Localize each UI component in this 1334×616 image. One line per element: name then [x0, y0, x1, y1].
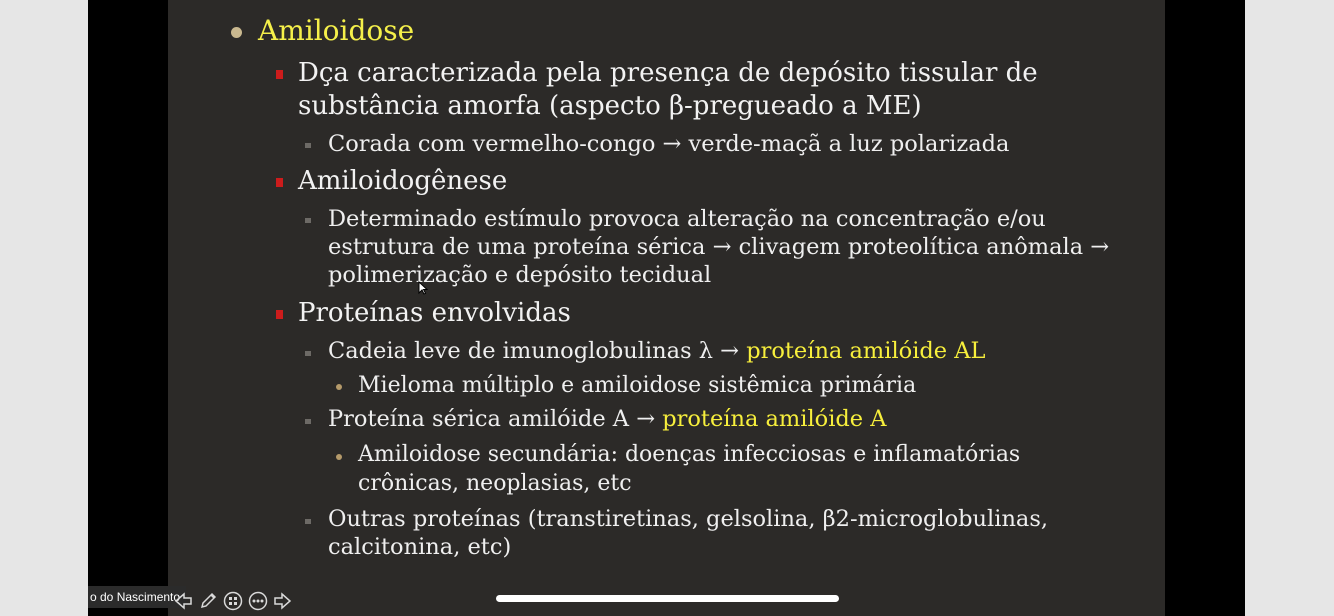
definition-line-1: Dça caracterizada pela presença de depósito tissular de	[298, 58, 1038, 88]
slides-grid-icon[interactable]	[222, 590, 244, 612]
bullet-dash-icon	[305, 218, 311, 223]
more-options-icon[interactable]	[247, 590, 269, 612]
proteins-title: Proteínas envolvidas	[298, 298, 571, 328]
presentation-slide	[168, 0, 1165, 616]
definition-subpoint: Corada com vermelho-congo → verde-maçã a luz polarizada	[328, 131, 1010, 157]
participant-name-tag: o do Nascimento	[88, 586, 186, 608]
presentation-controls	[172, 590, 294, 616]
other-proteins-line-1: Outras proteínas (transtiretinas, gelsolina, β2-microglobulinas,	[328, 506, 1049, 532]
definition-line-2: substância amorfa (aspecto β-pregueado a ME)	[298, 91, 922, 121]
bullet-square-icon	[276, 178, 283, 187]
bullet-dash-icon	[305, 519, 311, 524]
al-protein-highlight: proteína amilóide AL	[746, 338, 986, 364]
amyloidogenesis-line-2: estrutura de uma proteína sérica → clivagem proteolítica anômala →	[328, 234, 1110, 260]
aa-subpoint-line-2: crônicas, neoplasias, etc	[358, 471, 632, 496]
amyloidogenesis-title: Amiloidogênese	[298, 166, 508, 196]
pen-icon[interactable]	[197, 590, 219, 612]
video-letterbox-left	[88, 0, 168, 616]
mouse-cursor-icon	[418, 280, 428, 299]
bullet-square-icon	[276, 310, 283, 319]
aa-protein-line	[328, 405, 887, 433]
aa-subpoint-line-1: Amiloidose secundária: doenças infecciosas e inflamatórias	[358, 442, 1021, 467]
al-subpoint: Mieloma múltiplo e amiloidose sistêmica primária	[358, 373, 917, 398]
bullet-dot-icon	[231, 27, 242, 38]
home-indicator-bar[interactable]	[496, 595, 839, 602]
aa-protein-highlight: proteína amilóide A	[662, 406, 887, 432]
bullet-dash-icon	[305, 419, 311, 424]
bullet-dash-icon	[305, 351, 311, 356]
back-arrow-icon[interactable]	[172, 590, 194, 612]
aa-protein-text: Proteína sérica amilóide A →	[328, 406, 663, 432]
bullet-dot-icon	[336, 384, 342, 390]
al-protein-text: Cadeia leve de imunoglobulinas λ →	[328, 338, 747, 364]
bullet-dash-icon	[305, 143, 311, 148]
forward-arrow-icon[interactable]	[272, 590, 294, 612]
bullet-dot-icon	[336, 454, 342, 460]
bullet-square-icon	[276, 70, 283, 79]
video-letterbox-right	[1165, 0, 1245, 616]
amyloidogenesis-line-3: polimerização e depósito tecidual	[328, 262, 712, 288]
slide-heading: Amiloidose	[258, 14, 415, 47]
al-protein-line	[328, 337, 985, 365]
other-proteins-line-2: calcitonina, etc)	[328, 534, 512, 560]
amyloidogenesis-line-1: Determinado estímulo provoca alteração na concentração e/ou	[328, 206, 1046, 232]
